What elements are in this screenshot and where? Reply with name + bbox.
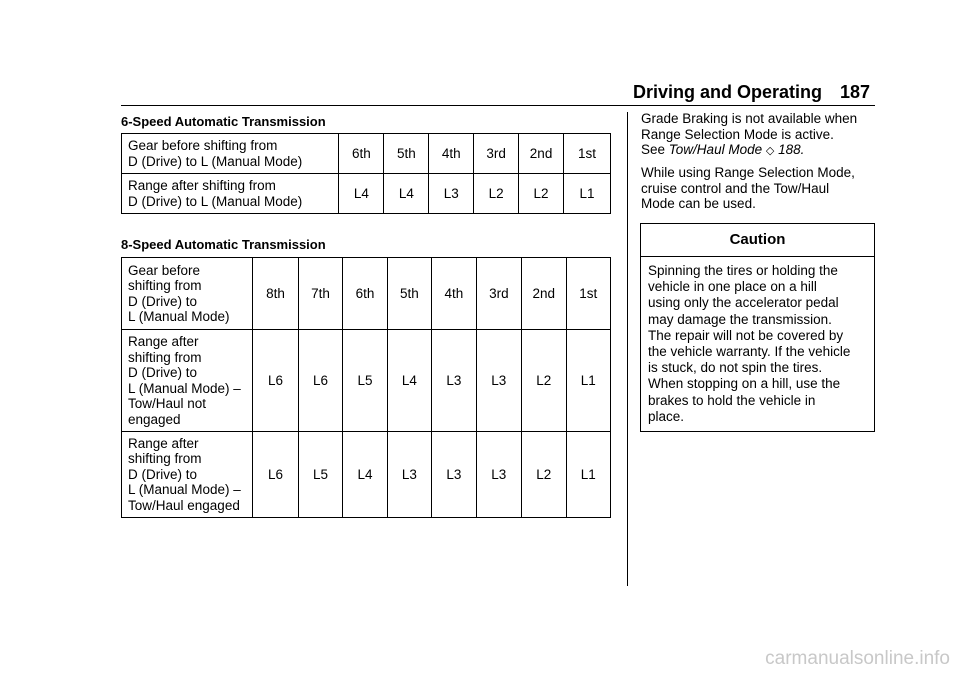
table-cell: L1	[566, 330, 611, 432]
table-cell: L2	[474, 174, 519, 214]
table-cell: L4	[384, 174, 429, 214]
caution-body: Spinning the tires or holding the vehicle in one place on a hill using only the accelerator pedal may damage the transmission. The repair will not be covered by the vehicle warranty. If the vehicle is stuck, do not spin the tires. When stopping on a hill, use the brakes to hold the vehicle in place.	[648, 263, 851, 424]
table-cell: L4	[387, 330, 431, 432]
table-cell: 8th	[253, 258, 298, 330]
header-rule	[121, 105, 875, 106]
row-label: Range after shifting from D (Drive) to L (Manual Mode) – Tow/Haul not engaged	[122, 330, 253, 432]
table-cell: 1st	[566, 258, 611, 330]
table-cell: 6th	[339, 134, 384, 174]
table-cell: L3	[429, 174, 474, 214]
table-cell: L1	[564, 174, 611, 214]
table-cell: 1st	[564, 134, 611, 174]
row-label: Range after shifting from D (Drive) to L (Manual Mode) – Tow/Haul engaged	[122, 432, 253, 518]
table-cell: L3	[432, 330, 476, 432]
table-cell: 2nd	[519, 134, 564, 174]
table-row	[122, 134, 611, 174]
table-cell: L3	[387, 432, 431, 518]
caution-title: Caution	[641, 224, 874, 257]
caution-box	[640, 223, 875, 432]
table-cell: L5	[343, 330, 387, 432]
table-cell: 5th	[384, 134, 429, 174]
range-selection-paragraph: While using Range Selection Mode, cruise control and the Tow/Haul Mode can be used.	[641, 165, 855, 211]
watermark: carmanualsonline.info	[765, 648, 950, 669]
table-cell: L3	[476, 330, 521, 432]
table-cell: L6	[253, 330, 298, 432]
page-reference-icon: ◇	[765, 145, 775, 157]
table-row	[122, 258, 611, 330]
table-row	[122, 432, 611, 518]
table-row	[122, 174, 611, 214]
table-row	[122, 330, 611, 432]
column-divider	[627, 112, 628, 586]
grade-braking-paragraph: Grade Braking is not available when Range Selection Mode is active. See Tow/Haul Mode ◇ 188.	[641, 111, 858, 157]
table-cell: 4th	[432, 258, 476, 330]
tow-haul-mode-link[interactable]: Tow/Haul Mode	[668, 142, 763, 157]
table-cell: L6	[253, 432, 298, 518]
table-cell: 3rd	[476, 258, 521, 330]
six-speed-table	[121, 133, 611, 214]
tow-haul-mode-page[interactable]: 188.	[778, 142, 805, 157]
eight-speed-table	[121, 257, 611, 518]
table-cell: L4	[339, 174, 384, 214]
table-cell: 4th	[429, 134, 474, 174]
eight-speed-heading: 8-Speed Automatic Transmission	[121, 237, 326, 252]
table-cell: 6th	[343, 258, 387, 330]
table-cell: 2nd	[522, 258, 566, 330]
table-cell: L3	[432, 432, 476, 518]
row-label: Range after shifting from D (Drive) to L (Manual Mode)	[122, 174, 339, 214]
table-cell: L2	[519, 174, 564, 214]
page-section-title: Driving and Operating	[633, 82, 823, 102]
row-label: Gear before shifting from D (Drive) to L (Manual Mode)	[122, 258, 253, 330]
table-cell: 5th	[387, 258, 431, 330]
table-cell: 3rd	[474, 134, 519, 174]
row-label: Gear before shifting from D (Drive) to L (Manual Mode)	[122, 134, 339, 174]
table-cell: L2	[522, 330, 566, 432]
table-cell: L4	[343, 432, 387, 518]
table-cell: L1	[566, 432, 611, 518]
page-number: 187	[840, 82, 871, 102]
table-cell: L2	[522, 432, 566, 518]
table-cell: L6	[298, 330, 342, 432]
table-cell: L3	[476, 432, 521, 518]
table-cell: 7th	[298, 258, 342, 330]
six-speed-heading: 6-Speed Automatic Transmission	[121, 114, 326, 129]
table-cell: L5	[298, 432, 342, 518]
